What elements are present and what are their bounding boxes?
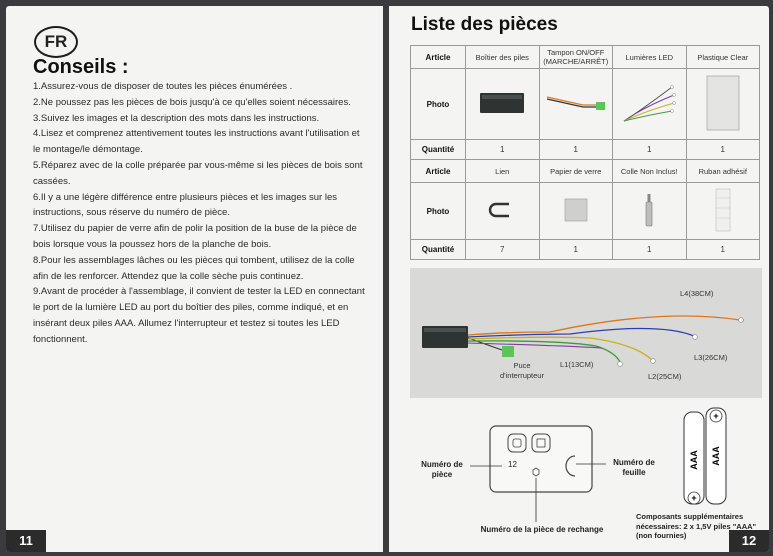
tip-line: 5.Réparez avec de la colle préparée par vous-même si les pièces de bois sont — [33, 159, 363, 171]
table-row — [411, 69, 760, 140]
board-number: 12 — [508, 460, 517, 469]
language-badge: FR — [34, 26, 78, 58]
table-cell: 1 — [539, 140, 613, 160]
led-wiring-diagram — [410, 268, 762, 398]
clear-plastic-icon — [705, 74, 741, 132]
tip-line: bois lorsque vous la poussez hors de la planche de bois. — [33, 238, 272, 250]
link-icon — [487, 201, 517, 219]
page-number: 11 — [6, 530, 46, 552]
wiring-drawing — [410, 268, 762, 398]
table-cell: Boîtier des piles — [466, 46, 540, 69]
table-cell: 1 — [686, 140, 760, 160]
table-cell: Lumières LED — [613, 46, 687, 69]
battery-box-icon — [479, 92, 525, 114]
switch-chip-label: Puce d'interrupteur — [500, 361, 544, 380]
tip-line: 4.Lisez et comprenez attentivement toutes les instructions avant l'utilisation et — [33, 128, 360, 140]
table-cell: Ruban adhésif — [686, 160, 760, 183]
svg-text:AAA: AAA — [689, 450, 699, 470]
table-row — [411, 183, 760, 240]
row-label: Quantité — [411, 140, 466, 160]
table-row — [411, 140, 760, 160]
part-numbering-diagram — [410, 404, 762, 544]
tip-line: 2.Ne poussez pas les pièces de bois jusqu'à ce qu'elles soient nécessaires. — [33, 96, 351, 108]
page-title: Conseils : — [33, 56, 129, 78]
photo-cell — [466, 183, 540, 240]
right-page — [389, 6, 769, 552]
left-page — [6, 6, 383, 552]
table-row — [411, 46, 760, 69]
photo-cell — [613, 183, 687, 240]
table-cell: 1 — [466, 140, 540, 160]
table-cell: 1 — [539, 240, 613, 260]
wire-label-l1: L1(13CM) — [560, 360, 594, 369]
aaa-battery-icon — [684, 408, 726, 504]
switch-chip-icon — [502, 346, 514, 357]
wire-label-l3: L3(26CM) — [694, 353, 728, 362]
row-label: Quantité — [411, 240, 466, 260]
tip-line: 6.Il y a une légère différence entre plusieurs pièces et les images sur les — [33, 191, 337, 203]
spare-part-number-label: Numéro de la pièce de rechange — [480, 525, 604, 534]
wire-label-l4: L4(38CM) — [680, 289, 714, 298]
wire-label-l2: L2(25CM) — [648, 372, 682, 381]
table-row — [411, 240, 760, 260]
table-cell: Papier de verre — [539, 160, 613, 183]
page-number: 12 — [729, 530, 769, 552]
switch-chip-icon — [545, 91, 607, 115]
tip-line: 3.Suivez les images et la description des mots dans les instructions. — [33, 112, 320, 124]
led-strands-icon — [620, 81, 678, 125]
tip-line: cassées. — [33, 175, 71, 187]
table-cell: Lien — [466, 160, 540, 183]
table-cell: 1 — [613, 140, 687, 160]
tip-line: 1.Assurez-vous de disposer de toutes les pièces énumérées . — [33, 81, 293, 92]
photo-cell — [686, 183, 760, 240]
page-title: Liste des pièces — [411, 14, 558, 35]
tip-line: le montage/le démontage. — [33, 144, 143, 156]
photo-cell — [539, 183, 613, 240]
tape-icon — [715, 188, 731, 232]
svg-text:AAA: AAA — [711, 446, 721, 466]
row-label: Article — [411, 160, 466, 183]
row-label: Article — [411, 46, 466, 69]
part-number-label: Numéro de pièce — [421, 460, 463, 479]
tip-line: insérant deux piles AAA. Allumez l'interrupteur et testez si toutes les LED — [33, 317, 340, 329]
sheet-number-label: Numéro de feuille — [613, 458, 655, 477]
table-cell: Colle Non Inclus! — [613, 160, 687, 183]
svg-text:+: + — [691, 493, 697, 503]
tip-line: 8.Pour les assemblages lâches ou les pièces qui tombent, utilisez de la colle — [33, 254, 355, 266]
extra-components-label: Composants supplémentaires nécessaires: 2 x 1,5V piles "AAA" (non fournies) — [636, 512, 757, 540]
tips-list — [33, 79, 373, 348]
table-cell: 7 — [466, 240, 540, 260]
photo-cell — [613, 69, 687, 140]
row-label: Photo — [411, 183, 466, 240]
table-cell: 1 — [613, 240, 687, 260]
tip-line: afin de les renforcer. Attendez que la colle sèche puis continuez. — [33, 270, 304, 282]
sandpaper-icon — [564, 198, 588, 222]
svg-text:+: + — [713, 411, 719, 421]
photo-cell — [539, 69, 613, 140]
tip-line: fonctionnent. — [33, 333, 88, 345]
glue-icon — [644, 193, 654, 227]
table-cell: Plastique Clear — [686, 46, 760, 69]
table-cell: 1 — [686, 240, 760, 260]
tip-line: le port de la lumière LED au port du boîtier des piles, comme indiqué, et en — [33, 302, 349, 314]
photo-cell — [686, 69, 760, 140]
tip-line: instructions, sous réserve du numéro de pièce. — [33, 207, 230, 219]
table-row — [411, 160, 760, 183]
tip-line: 7.Utilisez du papier de verre afin de polir la position de la buse de la pièce de — [33, 223, 357, 235]
table-cell: Tampon ON/OFF (MARCHE/ARRÊT) — [539, 46, 613, 69]
photo-cell — [466, 69, 540, 140]
parts-table — [410, 45, 760, 260]
tip-line: 9.Avant de procéder à l'assemblage, il convient de tester la LED en connectant — [33, 286, 365, 298]
row-label: Photo — [411, 69, 466, 140]
